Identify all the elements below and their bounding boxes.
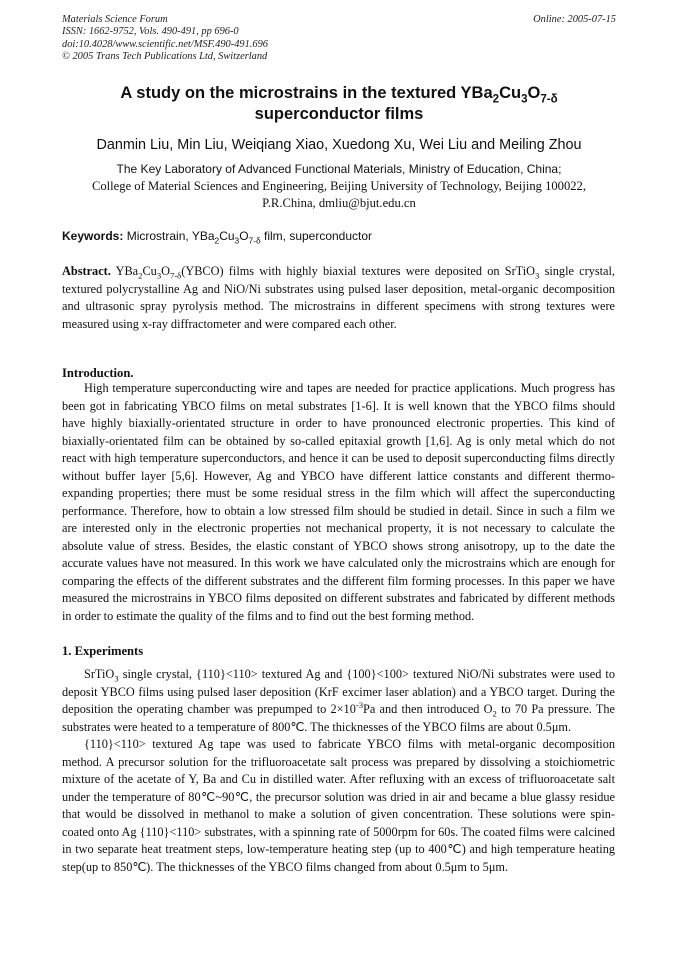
affiliation-line-3: P.R.China, dmliu@bjut.edu.cn <box>262 196 416 210</box>
journal-name: Materials Science Forum <box>62 14 168 25</box>
experiments-heading: 1. Experiments <box>62 644 144 658</box>
introduction-body <box>62 380 615 625</box>
keywords-label: Keywords: <box>62 229 124 243</box>
online-date: Online: 2005-07-15 <box>533 14 616 25</box>
doi-line: doi:10.4028/www.scientific.net/MSF.490-491.696 <box>62 38 268 50</box>
affiliation-line-1: The Key Laboratory of Advanced Functional Materials, Ministry of Education, China; <box>116 162 562 176</box>
affiliation <box>62 161 616 212</box>
paper-title <box>62 83 616 125</box>
author-list: Danmin Liu, Min Liu, Weiqiang Xiao, Xuedong Xu, Wei Liu and Meiling Zhou <box>96 137 582 153</box>
abstract-label: Abstract. <box>62 264 111 278</box>
journal-header <box>62 14 616 64</box>
copyright-line: © 2005 Trans Tech Publications Ltd, Switzerland <box>62 51 268 63</box>
abstract: Abstract. $YBa_2Cu_3O_{7-\delta}(YBCO)$ films with highly biaxial textures were deposited on SrTiO$_3$ single crystal, textured polycrystalline Ag and NiO/Ni substrates using pulsed laser deposition, metal-organic decomposition and ultrasonic spray pyrolysis method. The microstrains in different specimens with strong textures were measured using x-ray diffractometer and were compared each other. <box>62 264 615 331</box>
introduction-paragraph: High temperature superconducting wire and tapes are needed for practice applications. Much progress has been got in fabricating YBCO films on metal substrates [1-6]. It is well known that the YBCO films should have highly biaxially-orientated structure in order to have pronounced electronic properties. This kind of biaxially-orientated film can be obtained by so-called epitaxial growth [1,6]. Ag is only metal which do not react with high temperature superconductors, and hence it can be used to deposit superconducting films directly without buffer layer [5,6]. However, Ag and YBCO have different lattice constants and different thermo-expanding properties; there must be some residual stress in the film which will affect the superconducting performance. Therefore, how to obtain a low stressed film should be studied in detail. Since in such a film we are interested only in the electronic properties not mechanical property, it is not necessary to calculate the absolute value of stress. Besides, the elastic constant of YBCO shows strong anisotropy, up to the date the accurate values have not measured. In this work we have calculated only the microstrains which are enough for comparing the effects of the different substrates and the different film forming processes. In this paper we have measured the microstrains in YBCO films deposited on different substrates and fabricated by different methods in order to estimate the quality of the films and to find out the best forming method. <box>62 381 615 623</box>
experiments-body <box>62 666 615 876</box>
experiments-paragraph-1: SrTiO$_3$ single crystal, {110}<110> textured Ag and {100}<100> textured NiO/Ni substrates were used to deposit YBCO films using pulsed laser deposition (KrF excimer laser ablation) and a YBCO target. During the deposition the operating chamber was prepumped to $2\times 10^{-3}Pa$ and then introduced $O_2$ to 70 Pa pressure. The substrates were heated to a temperature of 800℃. The thicknesses of the YBCO films are about 0.5μm. <box>62 667 615 734</box>
issn-line: ISSN: 1662-9752, Vols. 490-491, pp 696-0 <box>62 26 239 38</box>
keywords: Keywords: Microstrain, $YBa_2Cu_3O_{7-\delta}$ film, superconductor <box>62 229 373 246</box>
introduction-heading: Introduction. <box>62 366 134 380</box>
affiliation-line-2: College of Material Sciences and Engineering, Beijing University of Technology, Beijing 100022, <box>91 179 586 193</box>
experiments-paragraph-2: {110}<110> textured Ag tape was used to fabricate YBCO films with metal-organic decomposition method. A precursor solution for the trifluoroacetate salt process was prepared by dissolving a stoichiometric mixture of the acetate of Y, Ba and Cu in distilled water. After refluxing with an excess of trifluoroacetate salt under the temperature of 80℃~90℃, the precursor solution was dried in air and became a blue glassy residue that would be dissolved in methanol to make a solution of given concentration. These solutions were spin-coated onto Ag {110}<110> substrates, with a spinning rate of 5000rpm for 60s. The coated films were calcined in two separate heat treatment steps, low-temperature heating step (up to 400℃) and high temperature heating step(up to 850℃). The thicknesses of the YBCO films changed from about 0.5μm to 5μm. <box>62 737 615 874</box>
title-line-2: superconductor films <box>254 105 424 123</box>
title-line-1: A study on the microstrains in the textured $YBa_2Cu_3O_{7-\delta}$ <box>120 84 558 106</box>
